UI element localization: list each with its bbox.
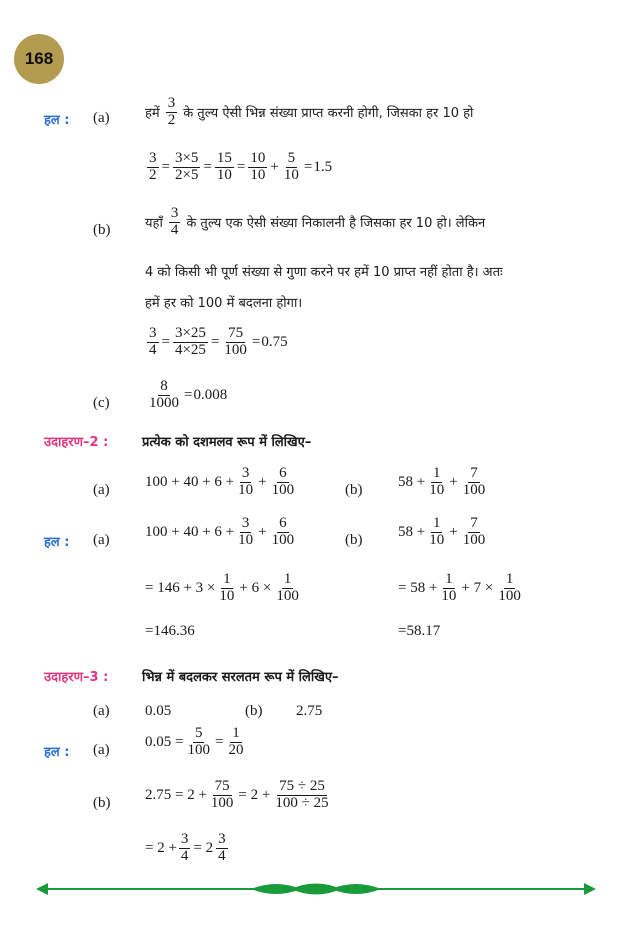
result-a: =146.36 bbox=[145, 623, 195, 639]
decorative-divider bbox=[36, 878, 596, 900]
part-label-a: (a) bbox=[93, 482, 110, 498]
part-label-b: (b) bbox=[93, 222, 111, 238]
solution-b-text-3: हमें हर को 100 में बदलना होगा। bbox=[145, 296, 303, 311]
example-2-label: उदाहरण–2 : bbox=[44, 435, 109, 450]
part-label-b: (b) bbox=[345, 532, 363, 548]
part-label-b: (b) bbox=[93, 795, 111, 811]
equation-c: $\frac{8}{1000}$ = 0.008 bbox=[149, 378, 228, 411]
example-2-text: प्रत्येक को दशमलव रूप में लिखिए– bbox=[142, 435, 312, 450]
page-number-badge bbox=[14, 34, 64, 84]
value-a: 0.05 bbox=[145, 703, 172, 719]
part-label-a: (a) bbox=[93, 532, 110, 548]
equation-a: $\frac{3}{2}$ = $\frac{3\times 5}{2\times 5}$ = $\frac{15}{10}$ = $\frac{10}{10}$ + $\frac{5}{10}$ = 1.5 bbox=[149, 150, 333, 183]
expression-a-repeat: 100 + 40 + 6 + $\frac{3}{10}$ + $\frac{6}{100}$ bbox=[145, 515, 295, 548]
step-3b: = 2 + $\frac{3}{4}$ = 2 $\frac{3}{4}$ bbox=[145, 831, 226, 864]
expression-b: 58 + $\frac{1}{10}$ + $\frac{7}{100}$ bbox=[398, 465, 486, 498]
expression-b-repeat: 58 + $\frac{1}{10}$ + $\frac{7}{100}$ bbox=[398, 515, 486, 548]
example-3-label: उदाहरण–3 : bbox=[44, 670, 109, 685]
part-label-b: (b) bbox=[345, 482, 363, 498]
example-3-text: भिन्न में बदलकर सरलतम रूप में लिखिए– bbox=[142, 670, 339, 685]
solution-b-text: यहाँ $\frac{3}{4}$ के तुल्य एक ऐसी संख्या निकालनी है जिसका हर 10 हो। लेकिन bbox=[145, 205, 486, 238]
solution-a-text: हमें $\frac{3}{2}$ के तुल्य ऐसी भिन्न संख्या प्राप्त करनी होगी, जिसका हर 10 हो bbox=[145, 95, 474, 128]
part-label-a: (a) bbox=[93, 703, 110, 719]
part-label-b: (b) bbox=[245, 703, 263, 719]
solution-label: हल : bbox=[44, 745, 70, 760]
step-b: = 58 + $\frac{1}{10}$ + 7 × $\frac{1}{100}$ bbox=[398, 571, 521, 604]
part-label-a: (a) bbox=[93, 742, 110, 758]
solution-b-text-2: 4 को किसी भी पूर्ण संख्या से गुणा करने पर हमें 10 प्राप्त नहीं होता है। अतः bbox=[145, 265, 503, 280]
part-label-a: (a) bbox=[93, 110, 110, 126]
value-b: 2.75 bbox=[296, 703, 323, 719]
solution-label: हल : bbox=[44, 535, 70, 550]
equation-3a: 0.05 = $\frac{5}{100}$ = $\frac{1}{20}$ bbox=[145, 725, 244, 758]
result-b: =58.17 bbox=[398, 623, 441, 639]
part-label-c: (c) bbox=[93, 395, 110, 411]
equation-b: $\frac{3}{4}$ = $\frac{3\times 25}{4\times 25}$ = $\frac{75}{100}$ = 0.75 bbox=[149, 325, 288, 358]
equation-3b: 2.75 = 2 + $\frac{75}{100}$ = 2 + $\frac{75 \div 25}{100 \div 25}$ bbox=[145, 778, 329, 811]
step-a: = 146 + 3 × $\frac{1}{10}$ + 6 × $\frac{1}{100}$ bbox=[145, 571, 299, 604]
page-number: 168 bbox=[24, 49, 54, 68]
solution-label: हल : bbox=[44, 113, 70, 128]
expression-a: 100 + 40 + 6 + $\frac{3}{10}$ + $\frac{6}{100}$ bbox=[145, 465, 295, 498]
fraction: $\frac{3}{2}$ bbox=[167, 95, 176, 128]
